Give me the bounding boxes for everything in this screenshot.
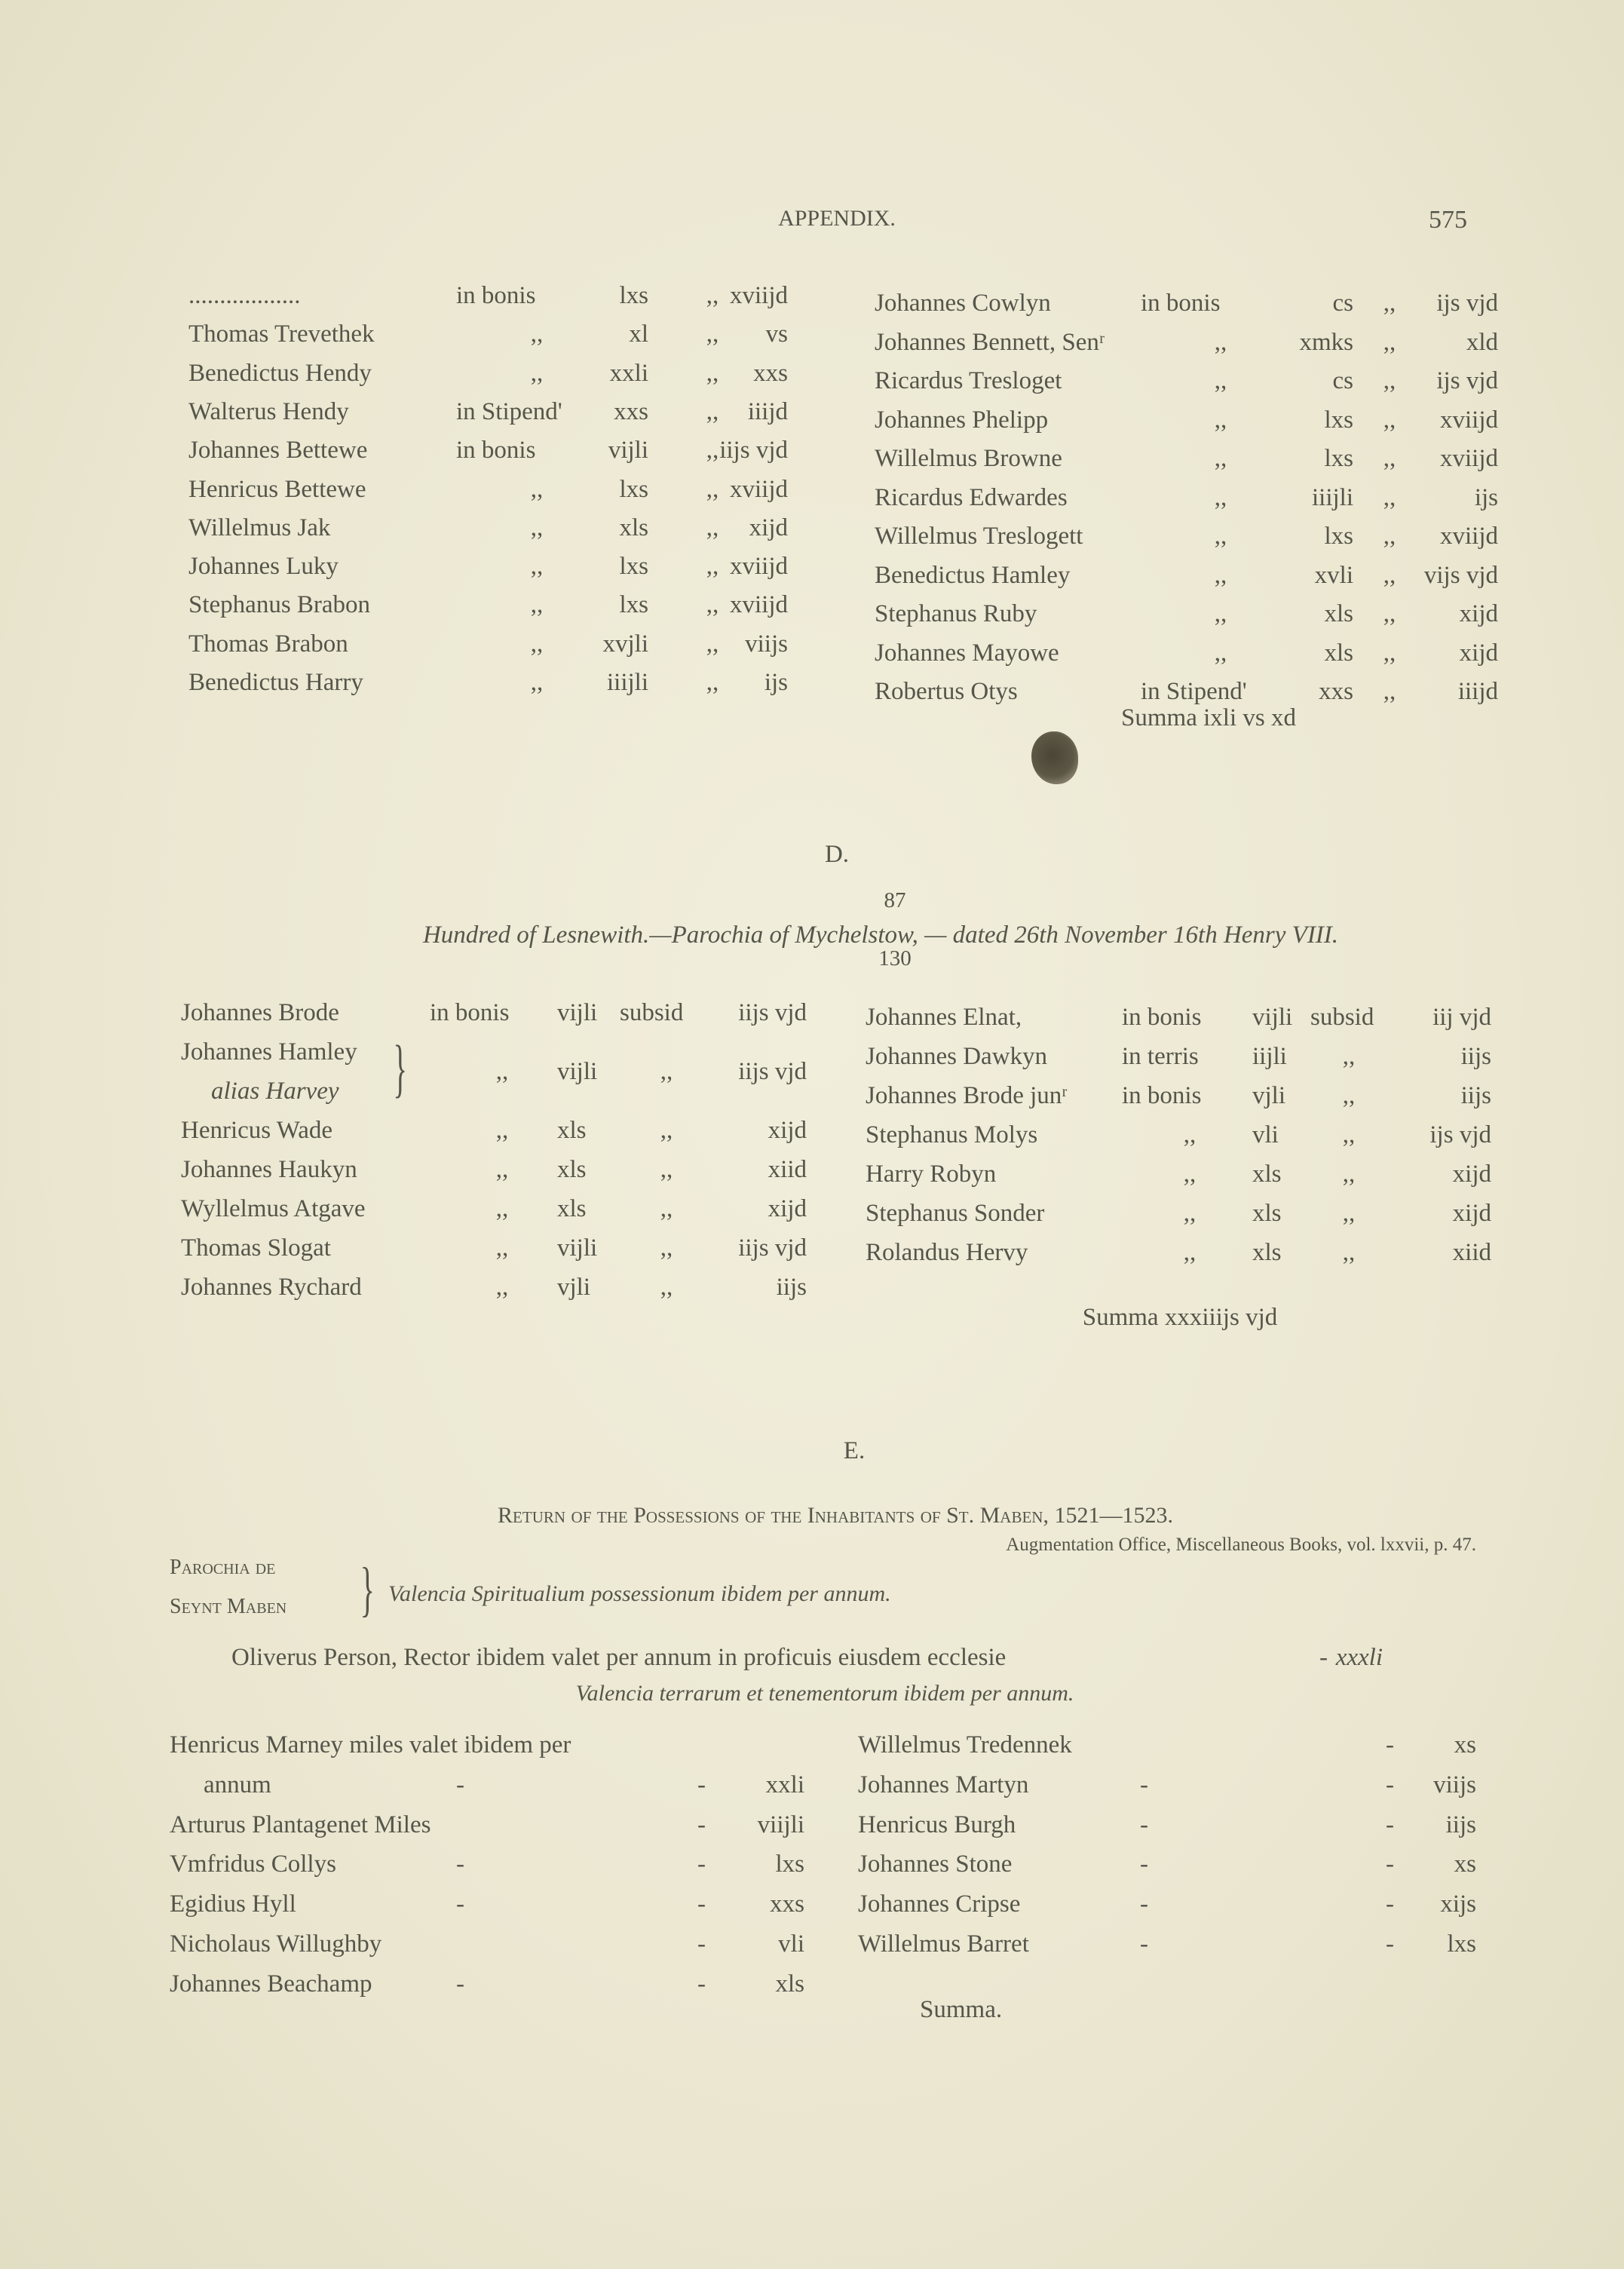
holding-type: in Stipend' bbox=[1141, 678, 1247, 705]
assessed-value: vjli bbox=[557, 1274, 591, 1301]
holding-type: in bonis bbox=[1122, 1082, 1202, 1109]
ditto-mark: ,, bbox=[1214, 367, 1227, 394]
ditto-mark: ,, bbox=[660, 1195, 673, 1222]
assessed-value: lxs bbox=[619, 591, 648, 619]
ditto-mark: ,, bbox=[660, 1156, 673, 1183]
subsidy-value: xviijd bbox=[1439, 406, 1498, 434]
ditto-mark: ,, bbox=[1214, 483, 1227, 511]
ditto-mark: ,, bbox=[706, 514, 719, 541]
person-name: Arturus Plantagenet Miles bbox=[170, 1811, 431, 1838]
leader-dash: - bbox=[697, 1811, 706, 1838]
leader-dash: - bbox=[1140, 1890, 1148, 1918]
section-e-summa: Summa. bbox=[920, 1996, 1003, 2023]
leader-dash: - bbox=[697, 1890, 706, 1918]
person-name: Willelmus Barret bbox=[858, 1930, 1029, 1958]
leader-dash: - bbox=[697, 1850, 706, 1878]
person-name: Willelmus Browne bbox=[875, 445, 1062, 472]
annual-value: xs bbox=[1454, 1850, 1476, 1878]
ditto-mark: ,, bbox=[1383, 561, 1396, 589]
ditto-mark: ,, bbox=[530, 359, 544, 387]
person-name: Johannes Stone bbox=[858, 1850, 1013, 1878]
ditto-mark: ,, bbox=[1383, 445, 1396, 472]
annual-value: viijs bbox=[1433, 1771, 1476, 1798]
assessed-value: lxs bbox=[619, 475, 648, 503]
subsidy-value: xijd bbox=[1452, 1161, 1491, 1188]
annual-value: lxs bbox=[1447, 1930, 1476, 1958]
ditto-mark: ,, bbox=[1214, 523, 1227, 550]
person-name: Henricus Marney miles valet ibidem per bbox=[170, 1731, 571, 1758]
assessed-value: iiijli bbox=[606, 669, 648, 696]
assessed-value: xxli bbox=[609, 359, 648, 387]
ditto-mark: ,, bbox=[1383, 328, 1396, 356]
annual-value: xijs bbox=[1440, 1890, 1476, 1918]
annual-value: xls bbox=[775, 1970, 804, 1998]
ditto-mark: ,, bbox=[1383, 639, 1396, 667]
ditto-mark: ,, bbox=[1214, 328, 1227, 356]
spiritual-heading: Valencia Spiritualium possessionum ibidem per annum. bbox=[388, 1581, 891, 1606]
subsidy-value: iijs bbox=[776, 1274, 807, 1301]
person-name: Stephanus Molys bbox=[866, 1121, 1038, 1148]
subsidy-value: xld bbox=[1466, 328, 1498, 356]
leader-dash: - bbox=[1386, 1850, 1394, 1878]
subsidy-value: xijd bbox=[1459, 600, 1498, 627]
assessed-value: vijli bbox=[557, 1234, 598, 1262]
assessed-value: xls bbox=[557, 1156, 587, 1183]
subsidy-value: xijd bbox=[1459, 639, 1498, 667]
assessed-value: xvjli bbox=[602, 630, 648, 658]
person-name: Johannes Brode bbox=[181, 999, 339, 1026]
ditto-mark: ,, bbox=[1214, 561, 1227, 589]
subsidy-value: xviijd bbox=[729, 282, 788, 309]
person-name: Henricus Burgh bbox=[858, 1811, 1016, 1838]
subsidy-value: iijs vjd bbox=[738, 999, 807, 1026]
subsidy-value: iiijd bbox=[747, 397, 788, 425]
ditto-mark: ,, bbox=[1214, 445, 1227, 472]
leader-dash: - bbox=[1386, 1811, 1394, 1838]
assessed-value: vjli bbox=[1252, 1082, 1286, 1109]
ditto-mark: ,, bbox=[706, 475, 719, 503]
subsidy-value: xxs bbox=[753, 359, 788, 387]
person-name: Stephanus Sonder bbox=[866, 1200, 1045, 1227]
person-name: Johannes Bettewe bbox=[188, 437, 368, 465]
assessed-value: xls bbox=[1252, 1239, 1282, 1266]
ditto-mark: ,, bbox=[706, 320, 719, 348]
holding-type: in bonis bbox=[1141, 290, 1221, 317]
annual-value: vli bbox=[778, 1930, 804, 1958]
ditto-mark: ,, bbox=[495, 1195, 509, 1222]
leader-dash: - bbox=[1386, 1731, 1394, 1758]
assessed-value: xls bbox=[619, 514, 648, 541]
ditto-mark: ,, bbox=[706, 437, 719, 465]
holding-type: in terris bbox=[1122, 1043, 1199, 1070]
assessed-value: xls bbox=[1252, 1200, 1282, 1227]
person-name: Johannes Dawkyn bbox=[866, 1043, 1048, 1070]
subsidy-value: xviijd bbox=[1439, 445, 1498, 472]
subsidy-value: viijs bbox=[745, 630, 788, 658]
parish-label-line1: Parochia de bbox=[170, 1556, 276, 1579]
subsidy-value: iijs bbox=[1460, 1043, 1491, 1070]
person-name: Johannes Cowlyn bbox=[875, 290, 1051, 317]
holding-type: in bonis bbox=[1122, 1004, 1202, 1031]
ditto-mark: ,, bbox=[1183, 1239, 1197, 1266]
ditto-mark: ,, bbox=[706, 397, 719, 425]
subsidy-value: iijs bbox=[1460, 1082, 1491, 1109]
subsidy-value: iij vjd bbox=[1432, 1004, 1491, 1031]
subsidy-value: xviijd bbox=[729, 475, 788, 503]
subsidy-value: ijs bbox=[764, 669, 788, 696]
assessed-value: lxs bbox=[619, 282, 648, 309]
ditto-mark: ,, bbox=[1342, 1121, 1356, 1148]
leader-dash: - bbox=[1386, 1771, 1394, 1798]
subsidy-value: xiid bbox=[768, 1156, 807, 1183]
ditto-mark: ,, bbox=[1383, 483, 1396, 511]
leader-dash: - bbox=[456, 1970, 464, 1998]
subsidy-value: ijs vjd bbox=[1436, 290, 1498, 317]
running-header: APPENDIX. bbox=[778, 206, 896, 231]
ink-blot bbox=[1031, 731, 1078, 784]
ditto-mark: ,, bbox=[1183, 1121, 1197, 1148]
holding-type: in Stipend' bbox=[456, 397, 562, 425]
temporal-heading: Valencia terrarum et tenementorum ibidem per annum. bbox=[575, 1681, 1074, 1706]
assessed-value: xvli bbox=[1314, 561, 1353, 589]
assessed-value: lxs bbox=[1324, 445, 1353, 472]
ditto-mark: ,, bbox=[1342, 1200, 1356, 1227]
ditto-mark: ,, bbox=[1383, 406, 1396, 434]
assessed-value: xls bbox=[557, 1117, 587, 1144]
ditto-mark: ,, bbox=[530, 591, 544, 619]
person-name: Johannes Bennett, Senʳ bbox=[875, 328, 1105, 356]
assessed-value: xls bbox=[557, 1195, 587, 1222]
subsidy-value: ijs vjd bbox=[1429, 1121, 1491, 1148]
rector-value: xxxli bbox=[1335, 1644, 1383, 1671]
person-name: Johannes Luky bbox=[188, 553, 339, 581]
ditto-mark: ,, bbox=[660, 1117, 673, 1144]
ditto-mark: ,, bbox=[1383, 523, 1396, 550]
ditto-mark: ,, bbox=[495, 1274, 509, 1301]
person-name: Johannes Brode junʳ bbox=[866, 1082, 1068, 1109]
person-name: Harry Robyn bbox=[866, 1161, 997, 1188]
section-d-heading: Hundred of Lesnewith.—Parochia of Mychelstow, — dated 26th November 16th Henry VIII. bbox=[422, 921, 1339, 949]
ditto-mark: ,, bbox=[706, 553, 719, 581]
leader-dash: - bbox=[697, 1970, 706, 1998]
ditto-mark: ,, bbox=[495, 1234, 509, 1262]
ditto-mark: ,, bbox=[530, 475, 544, 503]
section-d-letter: D. bbox=[824, 841, 850, 868]
subsidy-label: subsid bbox=[620, 999, 684, 1026]
ditto-mark: ,, bbox=[495, 1156, 509, 1183]
section-c-summa: Summa ixli vs xd bbox=[1121, 704, 1296, 731]
subsidy-value: xviijd bbox=[1439, 523, 1498, 550]
person-name: Johannes Beachamp bbox=[170, 1970, 372, 1998]
subsidy-value: vs bbox=[765, 320, 788, 348]
person-name: Henricus Wade bbox=[181, 1117, 333, 1144]
leader-dash: - bbox=[1386, 1930, 1394, 1958]
leader-dash: - bbox=[456, 1890, 464, 1918]
leader-dash: - bbox=[1140, 1811, 1148, 1838]
subsidy-value: iijs vjd bbox=[738, 1234, 807, 1262]
person-name: Walterus Hendy bbox=[188, 397, 349, 425]
ditto-mark: ,, bbox=[530, 553, 544, 581]
assessed-value: xls bbox=[1324, 600, 1353, 627]
ditto-mark: ,, bbox=[660, 1234, 673, 1262]
assessed-value: vijli bbox=[557, 1058, 598, 1085]
assessed-value: xl bbox=[629, 320, 648, 348]
ditto-mark: ,, bbox=[495, 1058, 509, 1085]
ditto-mark: ,, bbox=[1342, 1082, 1356, 1109]
ditto-mark: ,, bbox=[1214, 639, 1227, 667]
subsidy-value: xijd bbox=[1452, 1200, 1491, 1227]
assessed-value: lxs bbox=[619, 553, 648, 581]
ditto-mark: ,, bbox=[1383, 290, 1396, 317]
person-name: Thomas Trevethek bbox=[188, 320, 375, 348]
ditto-mark: ,, bbox=[1342, 1161, 1356, 1188]
person-name: Henricus Bettewe bbox=[188, 475, 366, 503]
person-name: .................. bbox=[188, 282, 301, 309]
ditto-mark: ,, bbox=[495, 1117, 509, 1144]
person-name: Egidius Hyll bbox=[170, 1890, 296, 1918]
leader-dash: - bbox=[1140, 1930, 1148, 1958]
person-name: Benedictus Harry bbox=[188, 669, 363, 696]
subsidy-label: subsid bbox=[1310, 1004, 1374, 1031]
section-e-source: Augmentation Office, Miscellaneous Books, vol. lxxvii, p. 47. bbox=[1006, 1535, 1476, 1555]
leader-dash: - bbox=[697, 1771, 706, 1798]
annual-value: viijli bbox=[757, 1811, 804, 1838]
assessed-value: cs bbox=[1332, 290, 1353, 317]
assessed-value: xxs bbox=[1319, 678, 1353, 705]
person-name: Stephanus Brabon bbox=[188, 591, 371, 619]
rector-line: Oliverus Person, Rector ibidem valet per annum in proficuis eiusdem ecclesie bbox=[231, 1644, 1007, 1671]
leader-dash: - bbox=[1386, 1890, 1394, 1918]
person-name: Johannes Rychard bbox=[181, 1274, 362, 1301]
assessed-value: xls bbox=[1324, 639, 1353, 667]
assessed-value: vli bbox=[1252, 1121, 1279, 1148]
subsidy-value: xijd bbox=[768, 1195, 807, 1222]
assessed-value: xxs bbox=[614, 397, 648, 425]
ditto-mark: ,, bbox=[530, 514, 544, 541]
assessed-value: cs bbox=[1332, 367, 1353, 394]
ditto-mark: ,, bbox=[706, 591, 719, 619]
subsidy-value: iiijd bbox=[1457, 678, 1498, 705]
ditto-mark: ,, bbox=[660, 1274, 673, 1301]
person-name: Benedictus Hamley bbox=[875, 561, 1071, 589]
section-e-letter: E. bbox=[843, 1437, 866, 1464]
parish-label-line2: Seynt Maben bbox=[170, 1595, 287, 1618]
subsidy-value: vijs vjd bbox=[1423, 561, 1498, 589]
person-name: Willelmus Jak bbox=[188, 514, 331, 541]
subsidy-value: ijs vjd bbox=[1436, 367, 1498, 394]
person-name: Willelmus Treslogett bbox=[875, 523, 1083, 550]
leader-dash: - bbox=[456, 1850, 464, 1878]
ditto-mark: ,, bbox=[1342, 1043, 1356, 1070]
leader-dash: - bbox=[697, 1930, 706, 1958]
assessed-value: vijli bbox=[608, 437, 648, 465]
holding-type: in bonis bbox=[456, 437, 536, 465]
section-d-summa: Summa xxxiiijs vjd bbox=[1082, 1304, 1278, 1331]
assessed-value: xls bbox=[1252, 1161, 1282, 1188]
section-d-number-top: 87 bbox=[884, 888, 906, 912]
ditto-mark: ,, bbox=[530, 320, 544, 348]
annual-value: lxs bbox=[775, 1850, 804, 1878]
assessed-value: lxs bbox=[1324, 406, 1353, 434]
person-name: Johannes Martyn bbox=[858, 1771, 1029, 1798]
ditto-mark: ,, bbox=[706, 669, 719, 696]
leader-dash: - bbox=[1140, 1850, 1148, 1878]
subsidy-value: ijs bbox=[1474, 483, 1498, 511]
annual-value: xxli bbox=[765, 1771, 804, 1798]
person-name: Wyllelmus Atgave bbox=[181, 1195, 366, 1222]
person-name: Benedictus Hendy bbox=[188, 359, 372, 387]
assessed-value: vijli bbox=[1252, 1004, 1293, 1031]
subsidy-value: iijs vjd bbox=[738, 1058, 807, 1085]
ditto-mark: ,, bbox=[1383, 678, 1396, 705]
subsidy-value: xijd bbox=[768, 1117, 807, 1144]
ditto-mark: ,, bbox=[706, 359, 719, 387]
brace: } bbox=[360, 1556, 375, 1623]
person-name: Johannes Elnat, bbox=[866, 1004, 1022, 1031]
ditto-mark: ,, bbox=[1383, 600, 1396, 627]
leader-dash: - bbox=[456, 1771, 464, 1798]
assessed-value: iijli bbox=[1252, 1043, 1287, 1070]
person-name: Nicholaus Willughby bbox=[170, 1930, 382, 1958]
person-name: Ricardus Tresloget bbox=[875, 367, 1062, 394]
assessed-value: lxs bbox=[1324, 523, 1353, 550]
rector-dash: - bbox=[1319, 1644, 1328, 1671]
page-number: 575 bbox=[1429, 206, 1467, 234]
section-d-number-bottom: 130 bbox=[878, 946, 912, 970]
holding-type: in bonis bbox=[456, 282, 536, 309]
person-name: Johannes Cripse bbox=[858, 1890, 1021, 1918]
annual-value: xxs bbox=[770, 1890, 804, 1918]
leader-dash: - bbox=[1140, 1771, 1148, 1798]
person-name: Johannes Phelipp bbox=[875, 406, 1049, 434]
holding-type: in bonis bbox=[430, 999, 510, 1026]
subsidy-value: xijd bbox=[749, 514, 788, 541]
subsidy-value: xviijd bbox=[729, 591, 788, 619]
annual-value: iijs bbox=[1445, 1811, 1476, 1838]
brace: } bbox=[393, 1032, 407, 1104]
ditto-mark: ,, bbox=[1214, 600, 1227, 627]
person-name: Stephanus Ruby bbox=[875, 600, 1037, 627]
assessed-value: xmks bbox=[1299, 328, 1353, 356]
ditto-mark: ,, bbox=[1383, 367, 1396, 394]
person-name: Willelmus Tredennek bbox=[858, 1731, 1072, 1758]
subsidy-value: iijs vjd bbox=[719, 437, 788, 465]
ditto-mark: ,, bbox=[660, 1058, 673, 1085]
section-e-title: Return of the Possessions of the Inhabitants of St. Maben, 1521—1523. bbox=[498, 1503, 1173, 1528]
annual-value: xs bbox=[1454, 1731, 1476, 1758]
ditto-mark: ,, bbox=[706, 630, 719, 658]
person-name: Johannes Haukyn bbox=[181, 1156, 357, 1183]
ditto-mark: ,, bbox=[530, 669, 544, 696]
alias-name: alias Harvey bbox=[211, 1078, 339, 1105]
ditto-mark: ,, bbox=[1342, 1239, 1356, 1266]
assessed-value: vijli bbox=[557, 999, 598, 1026]
person-name: annum bbox=[204, 1771, 271, 1798]
person-name: Vmfridus Collys bbox=[170, 1850, 336, 1878]
person-name: Johannes Hamley bbox=[181, 1038, 357, 1066]
person-name: Thomas Brabon bbox=[188, 630, 348, 658]
ditto-mark: ,, bbox=[1183, 1200, 1197, 1227]
person-name: Robertus Otys bbox=[875, 678, 1018, 705]
ditto-mark: ,, bbox=[1183, 1161, 1197, 1188]
ditto-mark: ,, bbox=[530, 630, 544, 658]
subsidy-value: xviijd bbox=[729, 553, 788, 581]
assessed-value: iiijli bbox=[1311, 483, 1353, 511]
ditto-mark: ,, bbox=[1214, 406, 1227, 434]
ditto-mark: ,, bbox=[706, 282, 719, 309]
person-name: Thomas Slogat bbox=[181, 1234, 331, 1262]
subsidy-value: xiid bbox=[1452, 1239, 1491, 1266]
person-name: Ricardus Edwardes bbox=[875, 483, 1068, 511]
person-name: Rolandus Hervy bbox=[866, 1239, 1028, 1266]
person-name: Johannes Mayowe bbox=[875, 639, 1059, 667]
